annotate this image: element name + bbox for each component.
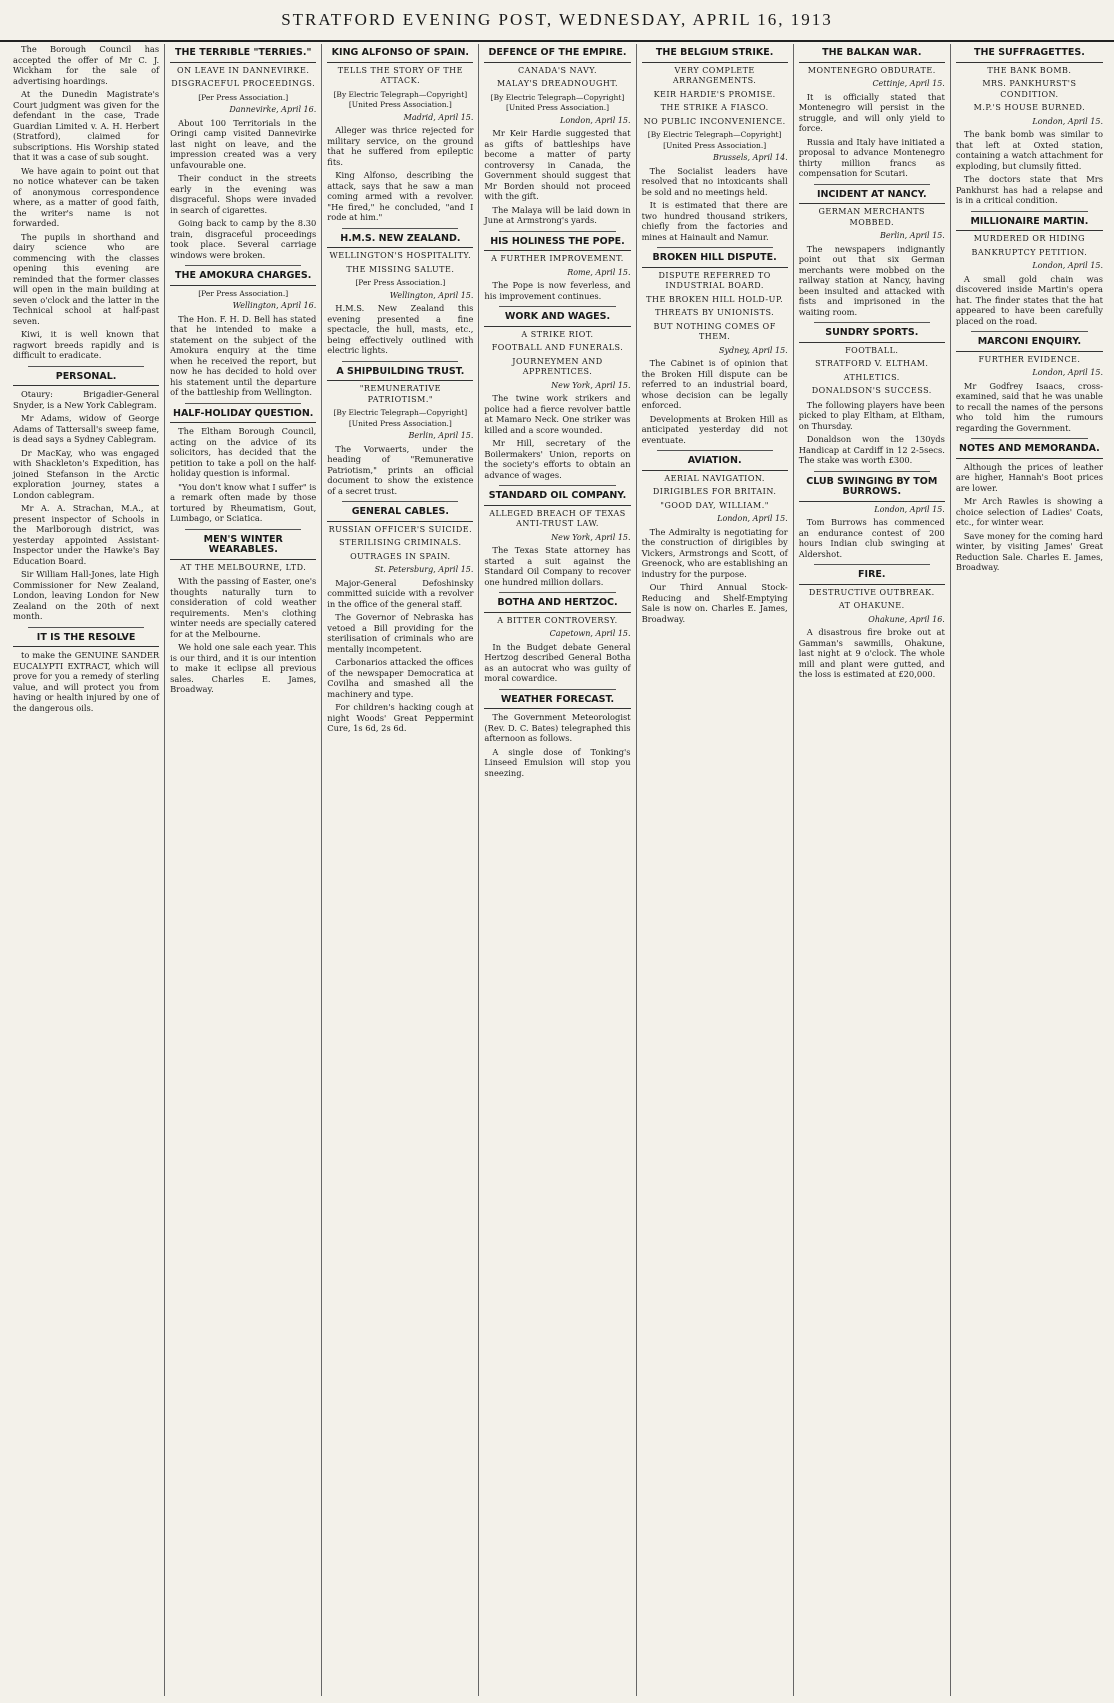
dateline: London, April 15. bbox=[1032, 368, 1103, 377]
wire-credit: [Per Press Association.] bbox=[198, 288, 289, 298]
article-paragraph: Developments at Broken Hill as anticipated yesterday did not eventuate. bbox=[641, 413, 788, 445]
article-subheading: A BITTER CONTROVERSY. bbox=[497, 615, 618, 625]
article-paragraph: Dr MacKay, who was engaged with Shackleton's Expedition, has joined Stefanson in the Arctic exploration journey, states a London cablegram. bbox=[13, 447, 160, 500]
column-rule bbox=[499, 306, 615, 307]
article-paragraph: Russia and Italy have initiated a proposal to advance Montenegro thirty million francs as compensation for Scutari. bbox=[798, 136, 945, 178]
article-paragraph: Kiwi, it is well known that ragwort breeds rapidly and is difficult to eradicate. bbox=[13, 329, 160, 360]
article-paragraph: Although the prices of leather are higher, Hannah's Boot prices are lower. bbox=[955, 461, 1103, 493]
article-subheading: "GOOD DAY, WILLIAM." bbox=[660, 500, 769, 510]
article-paragraph: It is estimated that there are two hundred thousand strikers, chiefly from the factories and mines at Hainault and Namur. bbox=[641, 200, 788, 242]
article-subheading: WELLINGTON'S HOSPITALITY. bbox=[329, 251, 472, 260]
article-headline: THE BALKAN WAR. bbox=[799, 48, 945, 63]
wire-credit: [By Electric Telegraph—Copyright] [United Press Association.] bbox=[333, 89, 468, 109]
article-subheading: ALLEGED BREACH OF TEXAS ANTI-TRUST LAW. bbox=[489, 508, 626, 528]
article bbox=[13, 44, 159, 361]
article-subheading: DISPUTE REFERRED TO INDUSTRIAL BOARD. bbox=[658, 270, 771, 290]
article-paragraph: It is officially stated that Montenegro will persist in the struggle, and will only yield to force. bbox=[798, 91, 945, 133]
dateline: London, April 15. bbox=[1032, 261, 1103, 270]
article-paragraph: The Borough Council has accepted the offer of Mr C. J. Wickham for the sale of advertising hoardings. bbox=[13, 44, 160, 86]
dateline: Madrid, April 15. bbox=[403, 112, 474, 122]
column-rule bbox=[814, 322, 930, 323]
article-paragraph: Mr Arch Rawles is showing a choice selection of Ladies' Coats, etc., for winter wear. bbox=[955, 496, 1103, 527]
article-subheading: M.P.'S HOUSE BURNED. bbox=[973, 103, 1086, 112]
article-subheading: FOOTBALL. bbox=[845, 345, 899, 355]
article bbox=[13, 366, 159, 622]
article bbox=[642, 48, 788, 242]
article bbox=[799, 471, 945, 560]
column-rule bbox=[28, 366, 144, 367]
article-subheading: RUSSIAN OFFICER'S SUICIDE. bbox=[328, 524, 473, 534]
article bbox=[327, 501, 473, 734]
article-subheading: CANADA'S NAVY. bbox=[517, 65, 598, 75]
article-paragraph: The doctors state that Mrs Pankhurst has had a relapse and is in a critical condition. bbox=[955, 174, 1103, 205]
article-headline: GENERAL CABLES. bbox=[327, 507, 473, 522]
article-headline: NOTES AND MEMORANDA. bbox=[956, 444, 1103, 459]
article-subheading: AERIAL NAVIGATION. bbox=[664, 473, 765, 483]
article-paragraph: Tom Burrows has commenced an endurance contest of 200 hours Indian club swinging at Aldershot. bbox=[798, 517, 945, 559]
column-2 bbox=[165, 44, 322, 1696]
article bbox=[484, 592, 630, 684]
column-rule bbox=[657, 450, 773, 451]
article-headline: WEATHER FORECAST. bbox=[484, 695, 630, 710]
article bbox=[956, 48, 1103, 206]
article bbox=[642, 450, 788, 624]
dateline: London, April 15. bbox=[560, 115, 631, 125]
article-paragraph: The Hon. F. H. D. Bell has stated that he intended to make a statement on the subject of the Amokura enquiry at the time when he received the report, but now he has decided to hold over his statement until the departure of the battleship from Wellington. bbox=[170, 313, 317, 397]
wire-credit: [Per Press Association.] bbox=[198, 92, 289, 102]
column-rule bbox=[657, 247, 773, 248]
article bbox=[642, 247, 788, 445]
article-paragraph: A small gold chain was discovered inside Martin's opera hat. The finder states that the hat appeared to have been carefully placed on the road. bbox=[955, 273, 1103, 326]
article-subheading: DONALDSON'S SUCCESS. bbox=[811, 386, 932, 395]
article bbox=[956, 331, 1103, 433]
article bbox=[484, 48, 630, 226]
article-headline: IT IS THE RESOLVE bbox=[13, 633, 159, 648]
article bbox=[170, 265, 316, 398]
article-subheading: BANKRUPTCY PETITION. bbox=[971, 247, 1088, 257]
dateline: London, April 15. bbox=[1032, 116, 1103, 126]
column-rule bbox=[499, 485, 615, 486]
dateline: Ohakune, April 16. bbox=[868, 614, 945, 624]
article-subheading: BUT NOTHING COMES OF THEM. bbox=[653, 321, 776, 341]
article-paragraph: The Malaya will be laid down in June at Armstrong's yards. bbox=[484, 204, 631, 225]
dateline: Wellington, April 16. bbox=[232, 301, 317, 310]
dateline: St. Petersburg, April 15. bbox=[374, 565, 474, 574]
article-subheading: TELLS THE STORY OF THE ATTACK. bbox=[337, 65, 463, 85]
article-subheading: ATHLETICS. bbox=[843, 372, 900, 382]
article-paragraph: The bank bomb was similar to that left at Oxted station, containing a watch attachment for exploding, but clumsily fitted. bbox=[955, 129, 1103, 171]
article-paragraph: Sir William Hall-Jones, late High Commissioner for New Zealand, London, leaving London for New Zealand on the 20th of next month. bbox=[13, 569, 160, 621]
article-paragraph: to make the GENUINE SANDER EUCALYPTI EXTRACT, which will prove for you a remedy of sterling value, and will protect you from having or health injured by one of the dangerous oils. bbox=[13, 650, 160, 713]
article-subheading: ON LEAVE IN DANNEVIRKE. bbox=[177, 65, 310, 75]
article-headline: SUNDRY SPORTS. bbox=[799, 328, 945, 343]
column-rule bbox=[499, 689, 615, 690]
article-paragraph: The newspapers indignantly point out that six German merchants were mobbed on the railway station at Nancy, having been insulted and attacked with fists and imprisoned in the waiting room. bbox=[798, 243, 945, 317]
dateline: Wellington, April 15. bbox=[389, 290, 474, 300]
wire-credit: [By Electric Telegraph—Copyright] [United Press Association.] bbox=[333, 408, 468, 428]
article-paragraph: King Alfonso, describing the attack, says that he saw a man coming armed with a revolver. "He fired," he concluded, "and I rode at him." bbox=[327, 170, 474, 222]
article-paragraph: Mr Hill, secretary of the Boilermakers' Union, reports on the society's efforts to obtain an advance of wages. bbox=[484, 438, 631, 480]
article-paragraph: With the passing of Easter, one's thoughts naturally turn to consideration of cold weather requirements. Men's clothing winter needs are specially catered for at the Melbourne. bbox=[170, 576, 317, 639]
article-subheading: THE BROKEN HILL HOLD-UP. bbox=[646, 294, 784, 304]
article bbox=[484, 485, 630, 587]
dateline: Rome, April 15. bbox=[567, 267, 631, 277]
article-headline: MILLIONAIRE MARTIN. bbox=[956, 217, 1103, 232]
article-headline: CLUB SWINGING BY TOM BURROWS. bbox=[799, 477, 945, 502]
dateline: Cettinje, April 15. bbox=[872, 79, 945, 88]
article-headline: H.M.S. NEW ZEALAND. bbox=[327, 234, 473, 249]
dateline: New York, April 15. bbox=[551, 380, 631, 390]
article-subheading: THREATS BY UNIONISTS. bbox=[655, 308, 775, 317]
article-paragraph: For children's hacking cough at night Woods' Great Peppermint Cure, 1s 6d, 2s 6d. bbox=[327, 702, 474, 733]
article-paragraph: Mr Godfrey Isaacs, cross-examined, said that he was unable to recall the names of the persons who told him the rumours regarding the Government. bbox=[955, 380, 1103, 433]
article-paragraph: The Socialist leaders have resolved that no intoxicants shall be sold and no meetings held. bbox=[641, 165, 788, 197]
article bbox=[484, 689, 630, 779]
article-paragraph: About 100 Territorials in the Oringi camp visited Dannevirke last night on leave, and the impression created was a very unfavourable one. bbox=[170, 117, 317, 170]
article-subheading: MURDERED OR HIDING bbox=[973, 234, 1086, 243]
article-subheading: THE MISSING SALUTE. bbox=[346, 264, 455, 274]
article bbox=[327, 228, 473, 356]
dateline: Sydney, April 15. bbox=[719, 345, 788, 355]
article-paragraph: The Eltham Borough Council, acting on the advice of its solicitors, has decided that the petition to take a poll on the half-holiday question is informal. bbox=[170, 426, 317, 478]
dateline: London, April 15. bbox=[874, 504, 945, 514]
masthead: STRATFORD EVENING POST, WEDNESDAY, APRIL 16, 1913 bbox=[0, 0, 1114, 42]
article-subheading: AT THE MELBOURNE, LTD. bbox=[180, 562, 307, 572]
article bbox=[799, 564, 945, 680]
article bbox=[799, 48, 945, 179]
article-paragraph: The Governor of Nebraska has vetoed a Bill providing for the sterilisation of criminals who are mentally incompetent. bbox=[327, 612, 474, 654]
article-paragraph: Mr A. A. Strachan, M.A., at present inspector of Schools in the Marlborough district, was yesterday appointed Assistant-Inspector under the Hawke's Bay Education Board. bbox=[13, 503, 160, 566]
column-rule bbox=[814, 564, 930, 565]
column-rule bbox=[814, 471, 930, 472]
article-paragraph: Our Third Annual Stock-Reducing and Shelf-Emptying Sale is now on. Charles E. James, Broadway. bbox=[641, 582, 788, 624]
article-paragraph: Mr Keir Hardie suggested that as gifts of battleships have become a matter of party controversy in Canada, the Government should suggest that Mr Borden should not proceed with the gift. bbox=[484, 128, 631, 201]
article-subheading: GERMAN MERCHANTS MOBBED. bbox=[818, 207, 926, 227]
article-subheading: STRATFORD V. ELTHAM. bbox=[815, 359, 929, 368]
column-rule bbox=[971, 211, 1088, 212]
article-subheading: FURTHER EVIDENCE. bbox=[978, 354, 1081, 364]
column-rule bbox=[971, 331, 1088, 332]
article-paragraph: Their conduct in the streets early in the evening was disgraceful. Shops were invaded in search of cigarettes. bbox=[170, 173, 317, 215]
article-subheading: DIRIGIBLES FOR BRITAIN. bbox=[652, 487, 777, 496]
article-headline: A SHIPBUILDING TRUST. bbox=[327, 367, 473, 382]
article bbox=[484, 306, 630, 480]
article-paragraph: The Texas State attorney has started a suit against the Standard Oil Company to recover one hundred million dollars. bbox=[484, 545, 631, 587]
article-subheading: DESTRUCTIVE OUTBREAK. bbox=[808, 587, 935, 597]
wire-credit: [By Electric Telegraph—Copyright] [United Press Association.] bbox=[647, 130, 782, 150]
column-rule bbox=[499, 231, 615, 232]
article-paragraph: Save money for the coming hard winter, by visiting James' Great Reduction Sale. Charles E. James, Broadway. bbox=[955, 530, 1103, 572]
article-subheading: OUTRAGES IN SPAIN. bbox=[350, 551, 451, 561]
article-subheading: MONTENEGRO OBDURATE. bbox=[807, 65, 936, 75]
article-subheading: MRS. PANKHURST'S CONDITION. bbox=[982, 79, 1077, 99]
article bbox=[799, 322, 945, 466]
article-headline: MARCONI ENQUIRY. bbox=[956, 337, 1103, 352]
article-headline: THE BELGIUM STRIKE. bbox=[642, 48, 788, 63]
article bbox=[484, 231, 630, 302]
article bbox=[956, 211, 1103, 327]
article bbox=[327, 48, 473, 223]
dateline: Brussels, April 14. bbox=[713, 153, 788, 162]
article-paragraph: The Vorwaerts, under the heading of "Remunerative Patriotism," prints an official document to show the existence of a secret trust. bbox=[327, 443, 474, 496]
article bbox=[170, 48, 316, 260]
article-subheading: KEIR HARDIE'S PROMISE. bbox=[653, 89, 776, 99]
article-headline: STANDARD OIL COMPANY. bbox=[484, 491, 630, 506]
article-headline: BROKEN HILL DISPUTE. bbox=[642, 253, 788, 268]
article-headline: INCIDENT AT NANCY. bbox=[799, 190, 945, 205]
column-7 bbox=[951, 44, 1108, 1696]
article-paragraph: The Pope is now feverless, and his improvement continues. bbox=[484, 280, 631, 301]
article-headline: AVIATION. bbox=[642, 456, 788, 471]
article-paragraph: Mr Adams, widow of George Adams of Tattersall's sweep fame, is dead says a Sydney Cablegram. bbox=[13, 413, 160, 444]
column-rule bbox=[185, 265, 301, 266]
article-paragraph: A disastrous fire broke out at Gamman's sawmills, Ohakune, last night at 9 o'clock. The whole mill and plant were gutted, and the loss is estimated at £20,000. bbox=[798, 627, 945, 679]
article-paragraph: "You don't know what I suffer" is a remark often made by those tortured by Rheumatism, Gout, Lumbago, or Sciatica. bbox=[170, 481, 317, 523]
article-headline: THE AMOKURA CHARGES. bbox=[170, 271, 316, 286]
article-paragraph: The following players have been picked to play Eltham, at Eltham, on Thursday. bbox=[798, 399, 945, 431]
article-headline: FIRE. bbox=[799, 570, 945, 585]
article-headline: HALF-HOLIDAY QUESTION. bbox=[170, 409, 316, 424]
column-rule bbox=[342, 361, 458, 362]
article bbox=[170, 403, 316, 524]
article-subheading: THE BANK BOMB. bbox=[987, 65, 1072, 75]
dateline: Berlin, April 15. bbox=[879, 231, 945, 240]
article-headline: BOTHA AND HERTZOC. bbox=[484, 598, 630, 613]
article bbox=[170, 529, 316, 695]
article-subheading: DISGRACEFUL PROCEEDINGS. bbox=[171, 79, 316, 88]
article-subheading: STERILISING CRIMINALS. bbox=[339, 538, 462, 547]
column-rule bbox=[342, 501, 458, 502]
article-headline: DEFENCE OF THE EMPIRE. bbox=[484, 48, 630, 63]
article-paragraph: At the Dunedin Magistrate's Court judgment was given for the defendant in the case, Trade Guardian Limited v. A. H. Herbert (Stratford), claimed for subscriptions. His Worship stated that it was a case of sub sought. bbox=[13, 89, 160, 162]
article-headline: THE SUFFRAGETTES. bbox=[956, 48, 1103, 63]
dateline: London, April 15. bbox=[717, 514, 788, 523]
article-paragraph: Donaldson won the 130yds Handicap at Cardiff in 12 2-5secs. The stake was worth £300. bbox=[798, 434, 945, 465]
article-paragraph: We have again to point out that no notice whatever can be taken of anonymous correspondence where, as a matter of good faith, the writer's name is not forwarded. bbox=[13, 165, 160, 228]
wire-credit: [By Electric Telegraph—Copyright] [United Press Association.] bbox=[490, 92, 625, 112]
article-paragraph: The Government Meteorologist (Rev. D. C. Bates) telegraphed this afternoon as follows. bbox=[484, 712, 631, 743]
column-rule bbox=[185, 529, 301, 530]
column-3 bbox=[322, 44, 479, 1696]
article-paragraph: The twine work strikers and police had a fierce revolver battle at Mamaro Neck. One striker was killed and a score wounded. bbox=[484, 393, 631, 435]
article-headline: THE TERRIBLE "TERRIES." bbox=[170, 48, 316, 63]
dateline: New York, April 15. bbox=[551, 532, 631, 542]
article-subheading: A FURTHER IMPROVEMENT. bbox=[491, 254, 624, 263]
article-paragraph: The pupils in shorthand and dairy science who are commencing with the classes opening this evening are reminded that the former classes will open in the main building at seven o'clock and the latter in the Technical school at half-past seven. bbox=[13, 231, 160, 326]
dateline: Capetown, April 15. bbox=[549, 629, 631, 638]
article-paragraph: Otaury: Brigadier-General Snyder, is a New York Cablegram. bbox=[13, 389, 160, 410]
columns-grid bbox=[8, 44, 1108, 1696]
article-subheading: THE STRIKE A FIASCO. bbox=[660, 103, 769, 112]
article-paragraph: The Cabinet is of opinion that the Broken Hill dispute can be referred to an industrial board, whose decision can be legally enforced. bbox=[641, 358, 788, 410]
article-paragraph: Going back to camp by the 8.30 train, disgraceful proceedings took place. Several carriage windows were broken. bbox=[170, 218, 317, 260]
column-rule bbox=[342, 228, 458, 229]
column-rule bbox=[28, 627, 144, 628]
article bbox=[13, 627, 159, 714]
article bbox=[956, 438, 1103, 573]
column-4 bbox=[479, 44, 636, 1696]
article-subheading: FOOTBALL AND FUNERALS. bbox=[491, 343, 624, 352]
article-subheading: NO PUBLIC INCONVENIENCE. bbox=[643, 116, 786, 126]
dateline: Berlin, April 15. bbox=[408, 431, 474, 440]
article bbox=[327, 361, 473, 497]
article-paragraph: A single dose of Tonking's Linseed Emulsion will stop you sneezing. bbox=[484, 746, 631, 778]
article-paragraph: Carbonarios attacked the offices of the newspaper Democratica at Covilha and smashed all the machinery and type. bbox=[327, 657, 474, 699]
article-headline: WORK AND WAGES. bbox=[484, 312, 630, 327]
column-rule bbox=[499, 592, 615, 593]
article-paragraph: H.M.S. New Zealand this evening presented a fine spectacle, the hull, masts, etc., being effectively outlined with electric lights. bbox=[327, 303, 474, 355]
article-paragraph: Major-General Defoshinsky committed suicide with a revolver in the office of the general staff. bbox=[327, 577, 474, 609]
article-subheading: "REMUNERATIVE PATRIOTISM." bbox=[359, 384, 441, 404]
wire-credit: [Per Press Association.] bbox=[355, 278, 446, 287]
article-subheading: MALAY'S DREADNOUGHT. bbox=[496, 79, 619, 88]
column-5 bbox=[637, 44, 794, 1696]
article-subheading: AT OHAKUNE. bbox=[838, 601, 905, 610]
article bbox=[799, 184, 945, 318]
article-headline: MEN'S WINTER WEARABLES. bbox=[170, 535, 316, 560]
article-headline: KING ALFONSO OF SPAIN. bbox=[327, 48, 473, 63]
article-subheading: A STRIKE RIOT. bbox=[521, 329, 594, 339]
article-subheading: JOURNEYMEN AND APPRENTICES. bbox=[512, 356, 603, 376]
article-paragraph: We hold one sale each year. This is our third, and it is our intention to make it eclipse all previous sales. Charles E. James, Broadway. bbox=[170, 642, 317, 694]
article-headline: HIS HOLINESS THE POPE. bbox=[484, 237, 630, 252]
column-rule bbox=[971, 438, 1088, 439]
article-subheading: VERY COMPLETE ARRANGEMENTS. bbox=[672, 65, 757, 85]
column-rule bbox=[814, 184, 930, 185]
article-paragraph: Alleger was thrice rejected for military service, on the ground that he suffered from epileptic fits. bbox=[327, 125, 474, 167]
column-1 bbox=[8, 44, 165, 1696]
article-paragraph: The Admiralty is negotiating for the construction of dirigibles by Vickers, Armstrongs and Scott, of Greenock, who are establishing an industry for the purpose. bbox=[641, 526, 788, 579]
article-headline: PERSONAL. bbox=[13, 372, 159, 387]
column-6 bbox=[794, 44, 951, 1696]
dateline: Dannevirke, April 16. bbox=[229, 105, 317, 114]
article-paragraph: In the Budget debate General Hertzog described General Botha as an autocrat who was guilty of moral cowardice. bbox=[484, 641, 631, 683]
column-rule bbox=[185, 403, 301, 404]
